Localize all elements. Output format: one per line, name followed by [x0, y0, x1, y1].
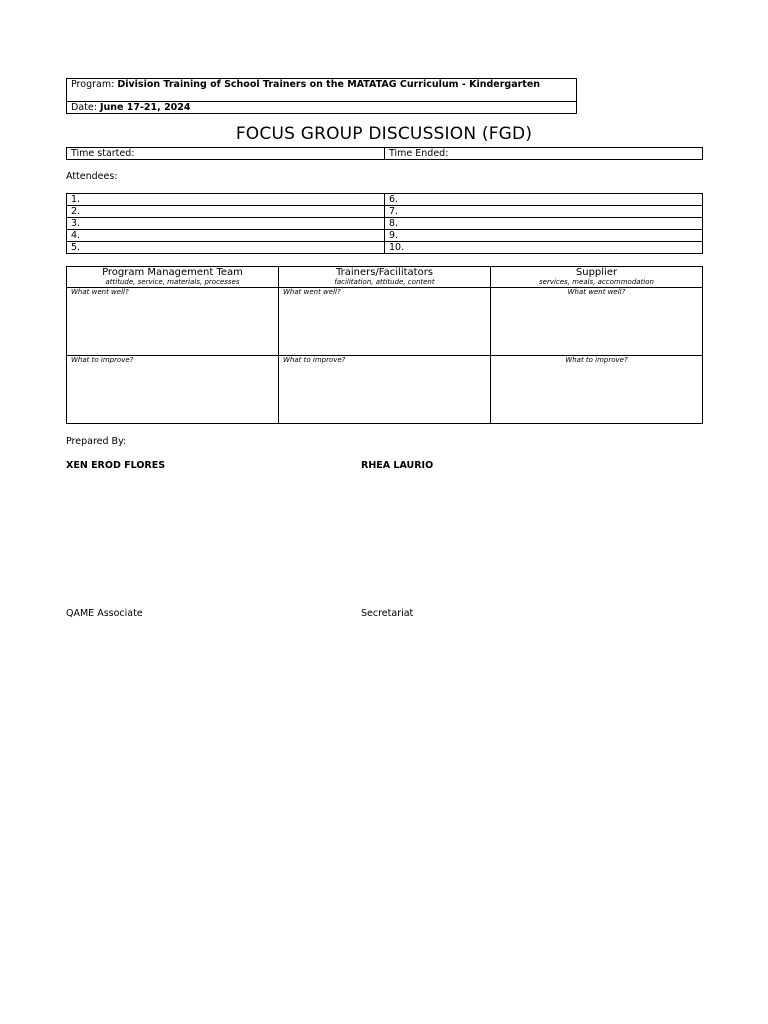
- feedback-table: [66, 266, 703, 424]
- attendee-cell[interactable]: 4.: [67, 230, 385, 242]
- date-label: Date:: [71, 102, 97, 113]
- signatory-role: Secretariat: [361, 608, 414, 619]
- attendee-cell[interactable]: 7.: [385, 206, 703, 218]
- signatory-role: QAME Associate: [66, 608, 143, 619]
- time-started-label: Time started:: [71, 148, 135, 159]
- program-info-table: [66, 78, 577, 114]
- went-well-cell-supplier[interactable]: What went well?: [491, 288, 703, 356]
- time-ended-label: Time Ended:: [389, 148, 449, 159]
- program-value: Division Training of School Trainers on the MATATAG Curriculum - Kindergarten: [117, 79, 541, 90]
- program-row: [67, 79, 577, 102]
- attendee-cell[interactable]: 2.: [67, 206, 385, 218]
- attendee-cell[interactable]: 3.: [67, 218, 385, 230]
- attendees-table: [66, 193, 703, 254]
- attendee-cell[interactable]: 8.: [385, 218, 703, 230]
- improve-row: [67, 356, 703, 424]
- date-cell: [67, 102, 577, 114]
- column-subtitle: services, meals, accommodation: [539, 278, 654, 286]
- column-title: Trainers/Facilitators: [335, 267, 434, 278]
- program-label: Program:: [71, 79, 115, 90]
- program-cell: [67, 79, 577, 102]
- time-ended-cell[interactable]: [385, 148, 703, 160]
- went-well-row: [67, 288, 703, 356]
- time-table: [66, 147, 703, 160]
- improve-cell-program-management[interactable]: What to improve?: [67, 356, 279, 424]
- attendee-row: [67, 218, 703, 230]
- attendee-cell[interactable]: 10.: [385, 242, 703, 254]
- date-row: [67, 102, 577, 114]
- went-well-cell-program-management[interactable]: What went well?: [67, 288, 279, 356]
- attendee-cell[interactable]: 6.: [385, 194, 703, 206]
- column-header-trainers: [279, 267, 491, 288]
- form-title: FOCUS GROUP DISCUSSION (FGD): [235, 124, 533, 144]
- attendee-cell[interactable]: 5.: [67, 242, 385, 254]
- column-subtitle: attitude, service, materials, processes: [105, 278, 240, 286]
- column-subtitle: facilitation, attitude, content: [334, 278, 435, 286]
- column-title: Supplier: [575, 267, 618, 278]
- attendees-label: Attendees:: [66, 171, 118, 182]
- improve-cell-trainers[interactable]: What to improve?: [279, 356, 491, 424]
- improve-cell-supplier[interactable]: What to improve?: [491, 356, 703, 424]
- date-value: June 17-21, 2024: [99, 102, 191, 113]
- attendee-cell[interactable]: 9.: [385, 230, 703, 242]
- time-started-cell[interactable]: [67, 148, 385, 160]
- column-header-program-management: [67, 267, 279, 288]
- column-header-supplier: [491, 267, 703, 288]
- column-title: Program Management Team: [102, 267, 243, 278]
- signatory-name: XEN EROD FLORES: [66, 460, 166, 471]
- attendee-row: [67, 194, 703, 206]
- attendee-row: [67, 230, 703, 242]
- attendee-cell[interactable]: 1.: [67, 194, 385, 206]
- prepared-by-label: Prepared By:: [66, 436, 127, 447]
- attendee-row: [67, 242, 703, 254]
- feedback-header-row: [67, 267, 703, 288]
- signatory-name: RHEA LAURIO: [361, 460, 434, 471]
- attendee-row: [67, 206, 703, 218]
- went-well-cell-trainers[interactable]: What went well?: [279, 288, 491, 356]
